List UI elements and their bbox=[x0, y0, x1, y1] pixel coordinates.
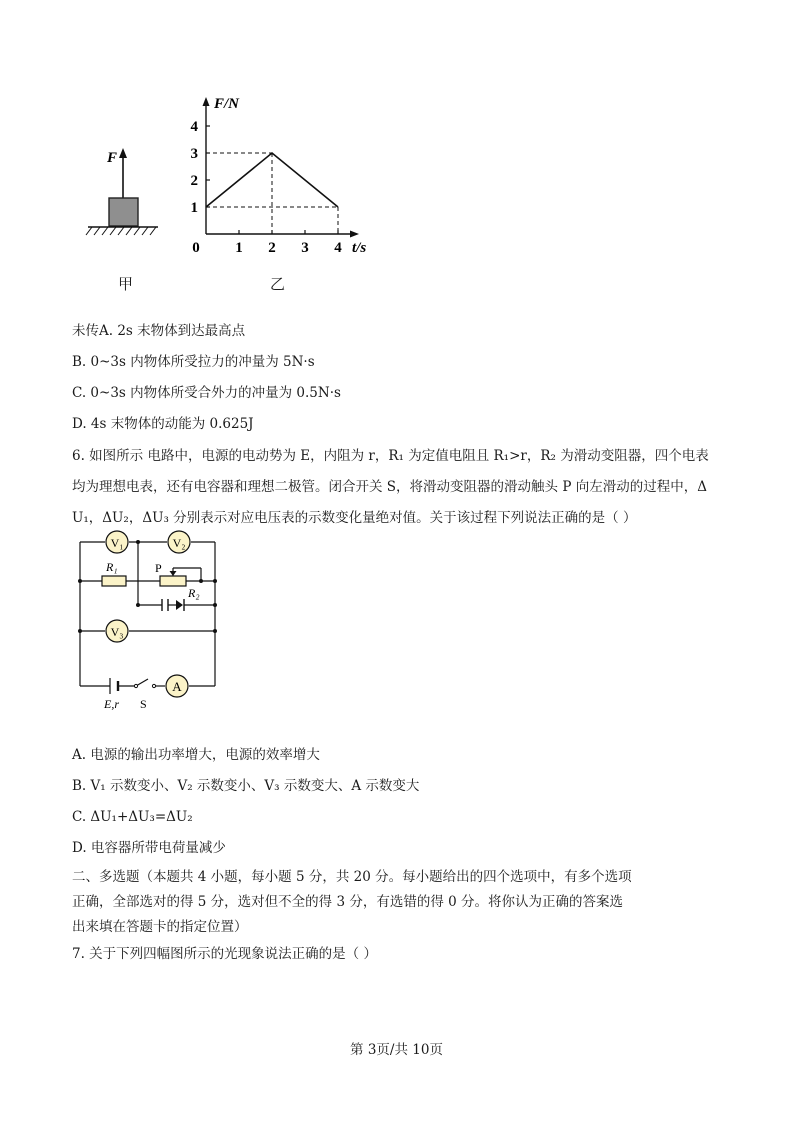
caption-jia: 甲 bbox=[118, 275, 134, 293]
switch-label: S bbox=[140, 697, 147, 711]
battery-label: E,r bbox=[104, 697, 119, 711]
q6-option-c: C. ΔU₁+ΔU₃=ΔU₂ bbox=[72, 809, 193, 825]
q6-option-b: B. V₁ 示数变小、V₂ 示数变小、V₃ 示数变大、A 示数变大 bbox=[72, 778, 420, 794]
diode bbox=[176, 600, 183, 610]
voltmeter-v3 bbox=[106, 620, 128, 642]
force-label: F bbox=[107, 150, 118, 166]
q6-stem-line-2: 均为理想电表，还有电容器和理想二极管。闭合开关 S，将滑动变阻器的滑动触头 P 向左滑动的过程中，Δ bbox=[72, 479, 707, 495]
voltmeter-v1 bbox=[106, 531, 128, 553]
y-tick-label: 4 bbox=[190, 119, 198, 135]
q6-stem-line-3: U₁，ΔU₂，ΔU₃ 分别表示对应电压表的示数变化量绝对值。关于该过程下列说法正确的是（ ） bbox=[72, 510, 637, 526]
voltmeter-v2 bbox=[168, 531, 190, 553]
q6-stem-line-1: 6. 如图所示 电路中，电源的电动势为 E，内阻为 r，R₁ 为定值电阻且 R₁>r，R₂ 为滑动变阻器，四个电表 bbox=[72, 448, 709, 464]
x-tick-label: 4 bbox=[334, 240, 342, 256]
q6-option-a: A. 电源的输出功率增大，电源的效率增大 bbox=[72, 747, 320, 763]
y-tick-label: 1 bbox=[190, 200, 198, 216]
section2-line-2: 正确，全部选对的得 5 分，选对但不全的得 3 分，有选错的得 0 分。将你认为正确的答案选 bbox=[72, 894, 624, 910]
y-axis-label: F/N bbox=[214, 96, 240, 112]
x-axis-label: t/s bbox=[352, 240, 367, 256]
caption-yi: 乙 bbox=[270, 275, 286, 293]
circuit-diagram bbox=[70, 525, 230, 715]
r1-label: R₁ bbox=[106, 560, 118, 574]
section2-line-1: 二、多选题（本题共 4 小题，每小题 5 分，共 20 分。每小题给出的四个选项中，有多个选项 bbox=[72, 869, 632, 885]
y-tick-label: 2 bbox=[190, 173, 198, 189]
force-time-chart bbox=[190, 92, 380, 262]
svg-text:V₁: V₁ bbox=[110, 536, 124, 550]
slider-p-label: P bbox=[155, 561, 162, 575]
q5-option-a: 未传A. 2s 末物体到达最高点 bbox=[72, 323, 246, 339]
page-number: 第 3页/共 10页 bbox=[350, 1042, 443, 1058]
q6-option-d: D. 电容器所带电荷量减少 bbox=[72, 840, 226, 856]
r2-label: R₂ bbox=[188, 586, 200, 600]
x-tick-label: 2 bbox=[268, 240, 276, 256]
svg-text:V₃: V₃ bbox=[110, 625, 124, 639]
q7-stem: 7. 关于下列四幅图所示的光现象说法正确的是（ ） bbox=[72, 946, 377, 962]
ammeter-a bbox=[166, 675, 188, 697]
svg-text:A: A bbox=[172, 679, 182, 694]
resistor-r2 bbox=[160, 576, 186, 586]
q5-option-b: B. 0~3s 内物体所受拉力的冲量为 5N·s bbox=[72, 354, 315, 370]
x-tick-label: 0 bbox=[192, 240, 200, 256]
svg-text:V₂: V₂ bbox=[172, 536, 186, 550]
q5-option-d: D. 4s 末物体的动能为 0.625J bbox=[72, 416, 254, 432]
q5-option-c: C. 0~3s 内物体所受合外力的冲量为 0.5N·s bbox=[72, 385, 341, 401]
y-tick-label: 3 bbox=[190, 146, 198, 162]
section2-line-3: 出来填在答题卡的指定位置） bbox=[72, 919, 248, 935]
block-figure bbox=[80, 140, 170, 250]
x-tick-label: 1 bbox=[235, 240, 243, 256]
block bbox=[109, 198, 138, 226]
resistor-r1 bbox=[102, 576, 126, 586]
x-tick-label: 3 bbox=[301, 240, 309, 256]
